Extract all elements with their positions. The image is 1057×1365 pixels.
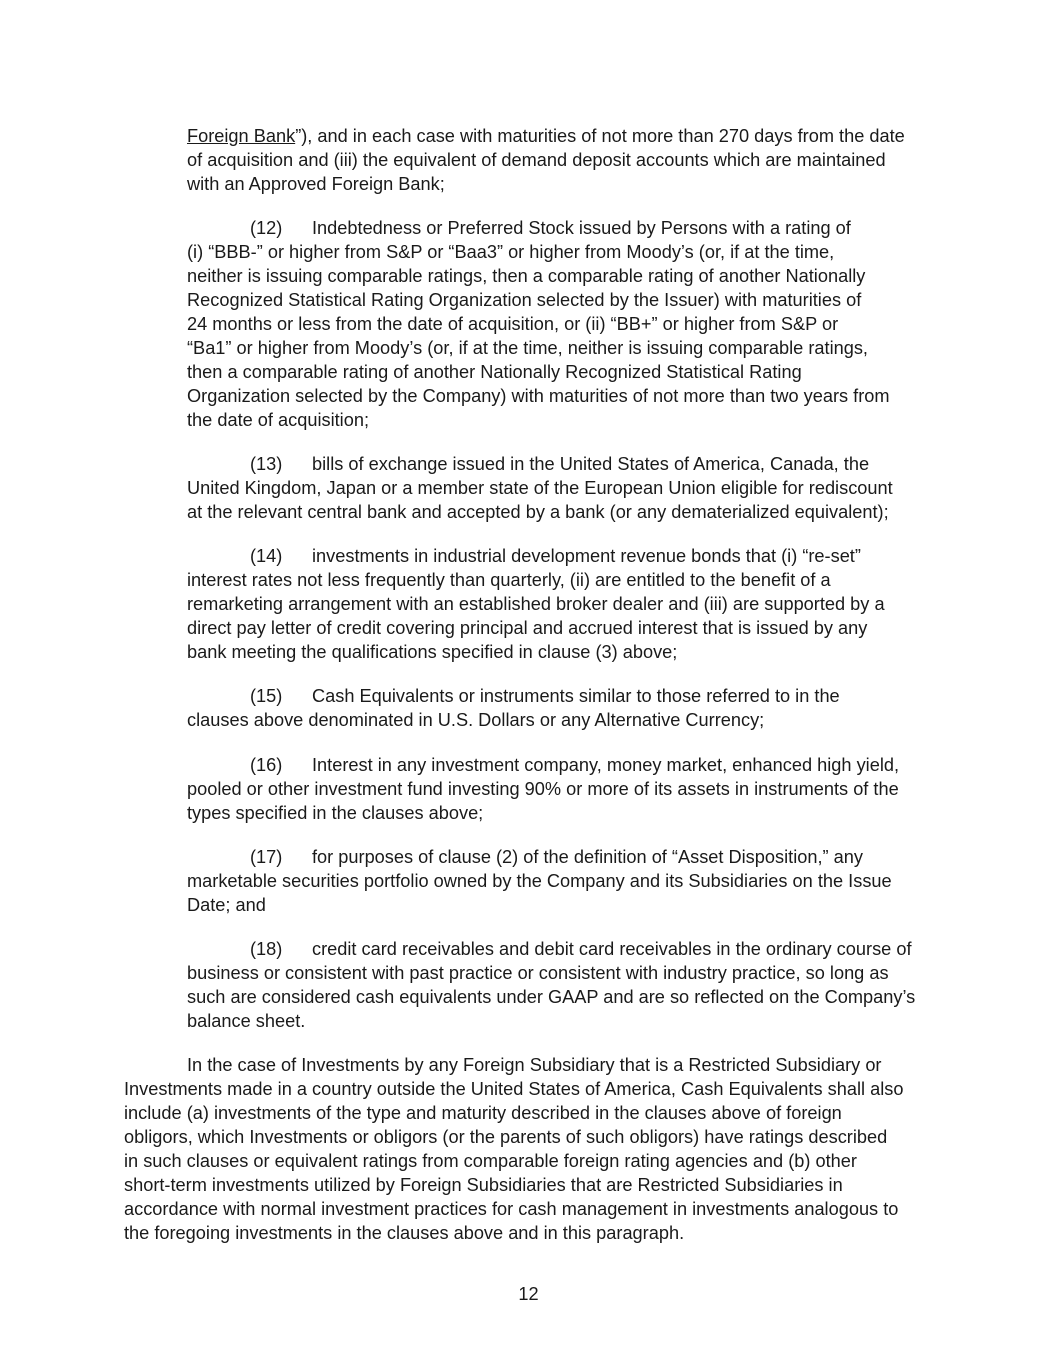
clause-line: the date of acquisition; [187, 410, 369, 430]
clause-line: bank meeting the qualifications specified in clause (3) above; [187, 642, 678, 662]
clause-first-line [187, 216, 939, 240]
clause-line: balance sheet. [187, 1011, 306, 1031]
clause-16 [187, 753, 939, 825]
clause-first-line [187, 753, 939, 777]
clause-line: Recognized Statistical Rating Organization selected by the Issuer) with maturities of [187, 290, 862, 310]
paragraph-line: short-term investments utilized by Foreign Subsidiaries that are Restricted Subsidiaries in [124, 1175, 843, 1195]
clause-number: (13) [250, 454, 283, 474]
clause-line: Date; and [187, 895, 266, 915]
intro-line: with an Approved Foreign Bank; [187, 174, 445, 194]
clause-line: neither is issuing comparable ratings, then a comparable rating of another Nationally [187, 266, 866, 286]
clause-18 [187, 937, 939, 1033]
clause-text: Indebtedness or Preferred Stock issued by Persons with a rating of [312, 218, 851, 238]
clause-line: clauses above denominated in U.S. Dollars or any Alternative Currency; [187, 710, 765, 730]
clause-line: 24 months or less from the date of acquisition, or (ii) “BB+” or higher from S&P or [187, 314, 839, 334]
paragraph-line: In the case of Investments by any Foreign Subsidiary that is a Restricted Subsidiary or [187, 1055, 882, 1075]
clause-text: bills of exchange issued in the United States of America, Canada, the [312, 454, 870, 474]
clause-line: (i) “BBB-” or higher from S&P or “Baa3” or higher from Moody’s (or, if at the time, [187, 242, 835, 262]
clause-first-line [187, 845, 939, 869]
intro-line-rest: ”), and in each case with maturities of not more than 270 days from the date [295, 126, 905, 146]
clause-text: Cash Equivalents or instruments similar to those referred to in the [312, 686, 840, 706]
paragraph-line: Investments made in a country outside the United States of America, Cash Equivalents shall also [124, 1079, 904, 1099]
clause-line: Organization selected by the Company) with maturities of not more than two years from [187, 386, 890, 406]
clause-line: marketable securities portfolio owned by the Company and its Subsidiaries on the Issue [187, 871, 892, 891]
intro-line: of acquisition and (iii) the equivalent of demand deposit accounts which are maintained [187, 150, 886, 170]
clause-number: (12) [250, 218, 283, 238]
clause-17 [187, 845, 939, 917]
clause-text: Interest in any investment company, money market, enhanced high yield, [312, 755, 900, 775]
clause-12 [187, 216, 939, 432]
clause-number: (18) [250, 939, 283, 959]
paragraph-line: obligors, which Investments or obligors (or the parents of such obligors) have ratings described [124, 1127, 888, 1147]
clause-13 [187, 452, 939, 524]
clause-text: for purposes of clause (2) of the definition of “Asset Disposition,” any [312, 847, 863, 867]
paragraph-line: accordance with normal investment practices for cash management in investments analogous to [124, 1199, 899, 1219]
clause-number: (14) [250, 546, 283, 566]
clause-number: (15) [250, 686, 283, 706]
clause-15 [187, 684, 939, 732]
clause-number: (16) [250, 755, 283, 775]
clause-line: direct pay letter of credit covering principal and accrued interest that is issued by any [187, 618, 868, 638]
paragraph-line: in such clauses or equivalent ratings from comparable foreign rating agencies and (b) other [124, 1151, 857, 1171]
clause-line: pooled or other investment fund investing 90% or more of its assets in instruments of the [187, 779, 899, 799]
clause-text: investments in industrial development revenue bonds that (i) “re-set” [312, 546, 861, 566]
clause-line: such are considered cash equivalents under GAAP and are so reflected on the Company’s [187, 987, 916, 1007]
clause-14 [187, 544, 939, 664]
clause-line: business or consistent with past practice or consistent with industry practice, so long as [187, 963, 889, 983]
clause-first-line [187, 452, 939, 476]
clause-line: types specified in the clauses above; [187, 803, 484, 823]
closing-paragraph [124, 1053, 939, 1245]
clause-line: at the relevant central bank and accepted by a bank (or any dematerialized equivalent); [187, 502, 889, 522]
clause-line: remarketing arrangement with an established broker dealer and (iii) are supported by a [187, 594, 885, 614]
clause-first-line [187, 684, 939, 708]
clause-line: United Kingdom, Japan or a member state of the European Union eligible for rediscount [187, 478, 893, 498]
intro-paragraph [187, 124, 939, 196]
paragraph-line: the foregoing investments in the clauses above and in this paragraph. [124, 1223, 685, 1243]
clause-number: (17) [250, 847, 283, 867]
page-number: 12 [518, 1284, 539, 1304]
clause-first-line [187, 544, 939, 568]
clause-line: “Ba1” or higher from Moody’s (or, if at the time, neither is issuing comparable ratings, [187, 338, 868, 358]
clause-first-line [187, 937, 939, 961]
clause-text: credit card receivables and debit card receivables in the ordinary course of [312, 939, 912, 959]
intro-line [187, 124, 939, 148]
clause-line: interest rates not less frequently than quarterly, (ii) are entitled to the benefit of a [187, 570, 831, 590]
clause-line: then a comparable rating of another Nationally Recognized Statistical Rating [187, 362, 802, 382]
foreign-bank-term: Foreign Bank [187, 126, 296, 146]
paragraph-line: include (a) investments of the type and maturity described in the clauses above of foreign [124, 1103, 842, 1123]
